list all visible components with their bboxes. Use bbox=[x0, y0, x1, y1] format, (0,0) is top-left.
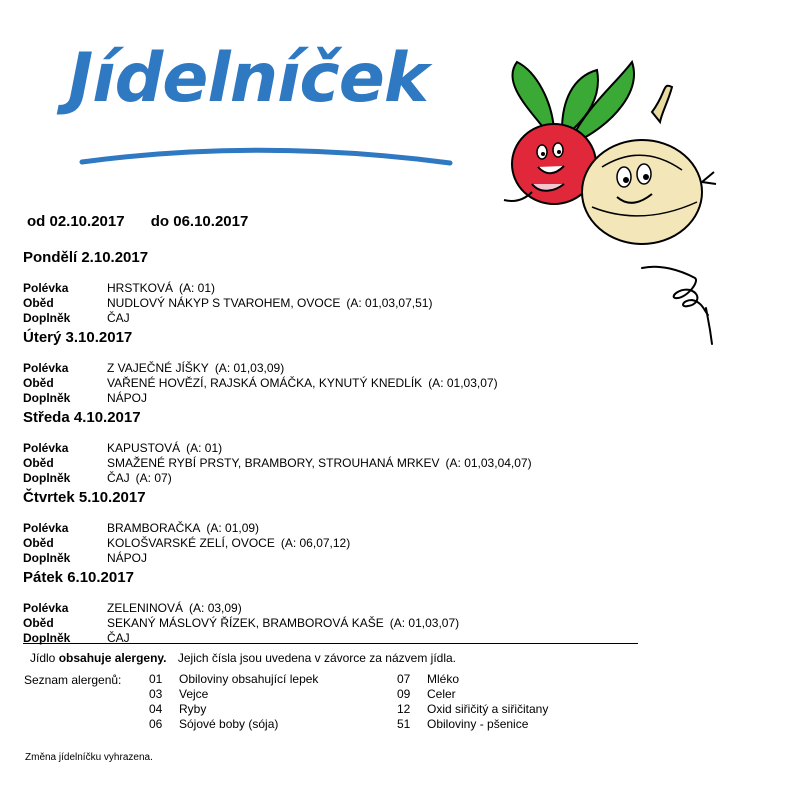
allergen-item bbox=[397, 672, 548, 687]
extra-name: NÁPOJ bbox=[107, 551, 148, 565]
extra-allergens: (A: 07) bbox=[135, 471, 172, 485]
soup-name: HRSTKOVÁ bbox=[107, 281, 174, 295]
main-row bbox=[23, 536, 643, 551]
main-label: Oběd bbox=[23, 376, 54, 390]
signature-icon bbox=[640, 260, 720, 346]
main-name: NUDLOVÝ NÁKYP S TVAROHEM, OVOCE bbox=[107, 296, 341, 310]
day-block bbox=[23, 408, 643, 486]
main-row bbox=[23, 616, 643, 631]
soup-name: ZELENINOVÁ bbox=[107, 601, 184, 615]
allergen-name: Vejce bbox=[179, 687, 209, 701]
soup-allergens: (A: 01,03,09) bbox=[214, 361, 285, 375]
extra-label: Doplněk bbox=[23, 631, 71, 645]
main-row bbox=[23, 456, 643, 471]
extra-name: ČAJ bbox=[107, 311, 130, 325]
day-title: Čtvrtek 5.10.2017 bbox=[23, 489, 146, 506]
main-label: Oběd bbox=[23, 536, 54, 550]
main-label: Oběd bbox=[23, 616, 54, 630]
allergen-item bbox=[149, 702, 318, 717]
allergen-number: 12 bbox=[397, 702, 411, 716]
day-title: Pondělí 2.10.2017 bbox=[23, 249, 149, 266]
title-underline bbox=[60, 38, 460, 173]
soup-row bbox=[23, 281, 643, 296]
soup-allergens: (A: 03,09) bbox=[189, 601, 242, 615]
allergen-item bbox=[149, 672, 318, 687]
vegetables-illustration bbox=[492, 52, 722, 252]
soup-allergens: (A: 01) bbox=[186, 441, 223, 455]
main-allergens: (A: 01,03,07) bbox=[389, 616, 460, 630]
radish-leaves-icon bbox=[512, 62, 634, 138]
day-title: Pátek 6.10.2017 bbox=[23, 569, 134, 586]
extra-label: Doplněk bbox=[23, 471, 71, 485]
soup-label: Polévka bbox=[23, 521, 69, 535]
extra-name: ČAJ bbox=[107, 471, 130, 485]
allergen-number: 07 bbox=[397, 672, 411, 686]
allergen-note-bold: obsahuje alergeny. bbox=[58, 651, 167, 665]
allergen-note-prefix: Jídlo bbox=[30, 651, 56, 665]
main-row bbox=[23, 296, 643, 311]
main-name: SEKANÝ MÁSLOVÝ ŘÍZEK, BRAMBOROVÁ KAŠE bbox=[107, 616, 384, 630]
footer-note: Změna jídelníčku vyhrazena. bbox=[25, 752, 153, 763]
allergen-name: Mléko bbox=[427, 672, 460, 686]
allergen-number: 09 bbox=[397, 687, 411, 701]
allergen-item bbox=[397, 687, 548, 702]
extra-label: Doplněk bbox=[23, 391, 71, 405]
allergen-note bbox=[30, 651, 456, 665]
day-block bbox=[23, 568, 643, 646]
extra-row bbox=[23, 311, 643, 326]
allergen-list-label: Seznam alergenů: bbox=[24, 673, 122, 687]
allergen-name: Obiloviny obsahující lepek bbox=[179, 672, 319, 686]
allergen-note-rest: Jejich čísla jsou uvedena v závorce za názvem jídla. bbox=[177, 651, 456, 665]
day-title: Středa 4.10.2017 bbox=[23, 409, 141, 426]
allergen-number: 51 bbox=[397, 717, 411, 731]
allergen-name: Oxid siřičitý a siřičitany bbox=[427, 702, 549, 716]
main-name: SMAŽENÉ RYBÍ PRSTY, BRAMBORY, STROUHANÁ MRKEV bbox=[107, 456, 440, 470]
extra-row bbox=[23, 471, 643, 486]
allergen-name: Obiloviny - pšenice bbox=[427, 717, 529, 731]
main-name: KOLOŠVARSKÉ ZELÍ, OVOCE bbox=[107, 536, 275, 550]
allergen-name: Ryby bbox=[179, 702, 207, 716]
soup-name: KAPUSTOVÁ bbox=[107, 441, 181, 455]
soup-name: Z VAJEČNÉ JÍŠKY bbox=[107, 361, 209, 375]
allergen-name: Celer bbox=[427, 687, 456, 701]
main-row bbox=[23, 376, 643, 391]
page-title: Jídelníček bbox=[68, 39, 429, 118]
allergen-number: 03 bbox=[149, 687, 163, 701]
divider bbox=[23, 643, 638, 644]
menu-logo bbox=[60, 38, 460, 173]
main-allergens: (A: 01,03,04,07) bbox=[445, 456, 532, 470]
soup-label: Polévka bbox=[23, 601, 69, 615]
soup-name: BRAMBORAČKA bbox=[107, 521, 201, 535]
period-to: do 06.10.2017 bbox=[150, 213, 249, 230]
allergen-name: Sójové boby (sója) bbox=[179, 717, 279, 731]
day-block bbox=[23, 488, 643, 566]
day-block bbox=[23, 248, 643, 326]
extra-name: NÁPOJ bbox=[107, 391, 148, 405]
soup-label: Polévka bbox=[23, 361, 69, 375]
allergen-number: 04 bbox=[149, 702, 163, 716]
soup-row bbox=[23, 361, 643, 376]
allergen-number: 06 bbox=[149, 717, 163, 731]
main-allergens: (A: 01,03,07) bbox=[428, 376, 498, 390]
day-title: Úterý 3.10.2017 bbox=[23, 329, 133, 346]
allergen-item bbox=[149, 687, 318, 702]
period-from: od 02.10.2017 bbox=[27, 213, 125, 230]
soup-row bbox=[23, 521, 643, 536]
allergen-item bbox=[397, 717, 548, 732]
allergen-list-left bbox=[149, 672, 318, 732]
soup-label: Polévka bbox=[23, 441, 69, 455]
extra-label: Doplněk bbox=[23, 311, 71, 325]
soup-label: Polévka bbox=[23, 281, 69, 295]
soup-row bbox=[23, 601, 643, 616]
day-block bbox=[23, 328, 643, 406]
extra-label: Doplněk bbox=[23, 551, 71, 565]
extra-row bbox=[23, 391, 643, 406]
menu-period bbox=[27, 213, 248, 230]
soup-row bbox=[23, 441, 643, 456]
allergen-item bbox=[149, 717, 318, 732]
main-name: VAŘENÉ HOVĚZÍ, RAJSKÁ OMÁČKA, KYNUTÝ KNEDLÍK bbox=[107, 376, 423, 390]
main-allergens: (A: 06,07,12) bbox=[280, 536, 351, 550]
extra-name: ČAJ bbox=[107, 631, 130, 645]
main-label: Oběd bbox=[23, 456, 54, 470]
main-allergens: (A: 01,03,07,51) bbox=[346, 296, 433, 310]
extra-row bbox=[23, 551, 643, 566]
allergen-item bbox=[397, 702, 548, 717]
main-label: Oběd bbox=[23, 296, 54, 310]
soup-allergens: (A: 01,09) bbox=[206, 521, 260, 535]
soup-allergens: (A: 01) bbox=[179, 281, 216, 295]
allergen-number: 01 bbox=[149, 672, 163, 686]
allergen-list-right bbox=[397, 672, 548, 732]
